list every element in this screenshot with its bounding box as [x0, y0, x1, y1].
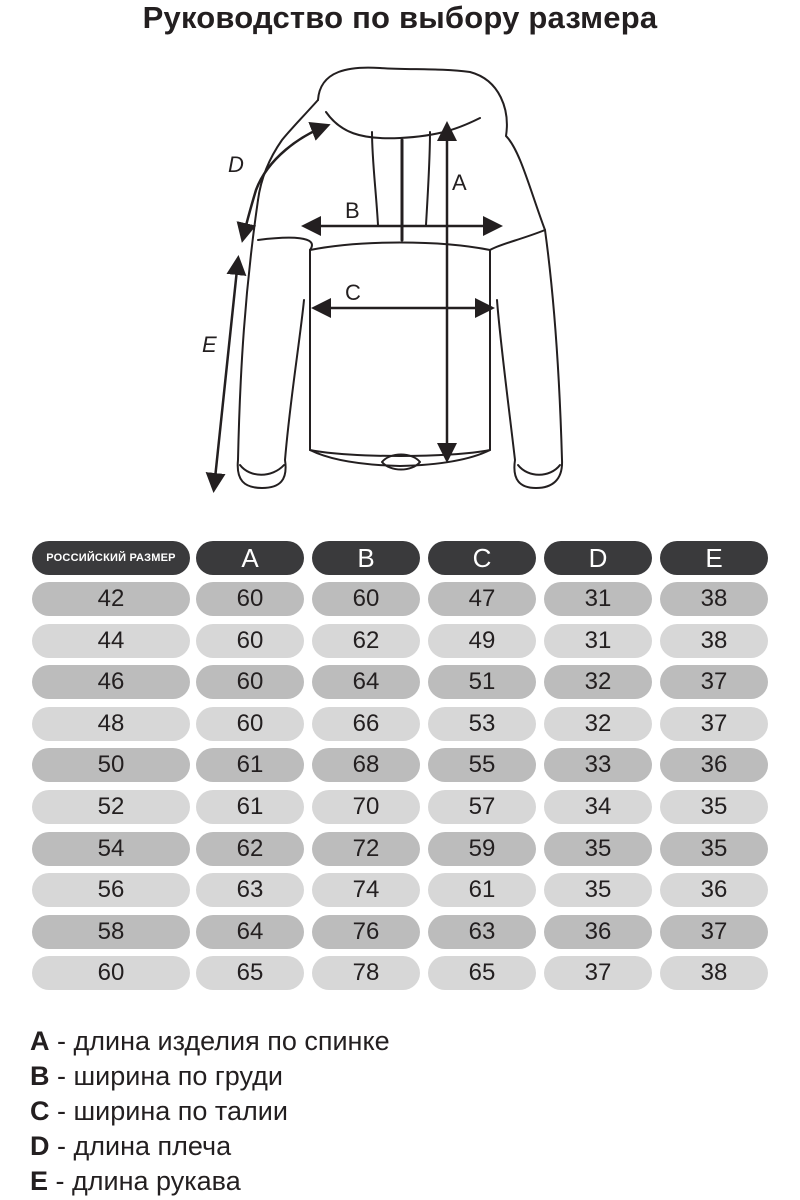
header-ru-size: РОССИЙСКИЙ РАЗМЕР [32, 541, 190, 575]
cell-c: 49 [428, 624, 536, 658]
label-c: C [345, 280, 361, 305]
cell-b: 78 [312, 956, 420, 990]
label-b: B [345, 198, 360, 223]
cell-a: 61 [196, 748, 304, 782]
drawstring-left [372, 132, 378, 225]
cell-d: 35 [544, 832, 652, 866]
cell-d: 32 [544, 707, 652, 741]
legend-text: - длина рукава [48, 1166, 241, 1196]
cell-b: 62 [312, 624, 420, 658]
cell-ru-size: 56 [32, 873, 190, 907]
cell-d: 37 [544, 956, 652, 990]
cell-c: 55 [428, 748, 536, 782]
legend-text: - длина изделия по спинке [49, 1026, 390, 1056]
cell-c: 47 [428, 582, 536, 616]
legend-text: - ширина по груди [49, 1061, 283, 1091]
cell-ru-size: 50 [32, 748, 190, 782]
cell-a: 60 [196, 665, 304, 699]
cell-e: 38 [660, 582, 768, 616]
cell-b: 66 [312, 707, 420, 741]
cell-a: 65 [196, 956, 304, 990]
arrow-e [214, 260, 238, 488]
cell-ru-size: 44 [32, 624, 190, 658]
legend-item [30, 1096, 288, 1126]
page-title: Руководство по выбору размера [142, 0, 658, 35]
cell-d: 32 [544, 665, 652, 699]
cell-ru-size: 52 [32, 790, 190, 824]
header-c: C [428, 541, 536, 575]
cell-c: 53 [428, 707, 536, 741]
cell-a: 60 [196, 707, 304, 741]
cell-e: 36 [660, 873, 768, 907]
cell-b: 60 [312, 582, 420, 616]
legend-key: B [30, 1061, 50, 1091]
cell-b: 74 [312, 873, 420, 907]
legend-text: - ширина по талии [49, 1096, 288, 1126]
right-cuff [518, 465, 560, 475]
cell-e: 38 [660, 956, 768, 990]
legend-item [30, 1166, 241, 1196]
cell-ru-size: 46 [32, 665, 190, 699]
header-e: E [660, 541, 768, 575]
label-e: E [202, 332, 217, 357]
cell-b: 70 [312, 790, 420, 824]
cell-b: 76 [312, 915, 420, 949]
cell-c: 63 [428, 915, 536, 949]
cell-b: 72 [312, 832, 420, 866]
cell-a: 62 [196, 832, 304, 866]
cell-e: 35 [660, 790, 768, 824]
legend-item [30, 1131, 231, 1161]
legend-item [30, 1026, 390, 1056]
header-b: B [312, 541, 420, 575]
cell-d: 33 [544, 748, 652, 782]
cell-ru-size: 54 [32, 832, 190, 866]
cell-e: 37 [660, 707, 768, 741]
cell-b: 64 [312, 665, 420, 699]
cell-d: 31 [544, 582, 652, 616]
hood-left [258, 100, 318, 200]
cell-e: 37 [660, 915, 768, 949]
legend-item [30, 1061, 283, 1091]
cell-b: 68 [312, 748, 420, 782]
label-d: D [228, 152, 244, 177]
cell-c: 65 [428, 956, 536, 990]
drawstring-right [426, 132, 430, 225]
body-torso [310, 250, 490, 466]
legend-key: A [30, 1026, 50, 1056]
cell-c: 61 [428, 873, 536, 907]
hood-inner [326, 112, 480, 138]
cell-ru-size: 48 [32, 707, 190, 741]
cell-d: 36 [544, 915, 652, 949]
pocket-line [310, 243, 490, 251]
body-right [497, 230, 562, 488]
cell-e: 36 [660, 748, 768, 782]
cell-c: 51 [428, 665, 536, 699]
label-a: A [452, 170, 467, 195]
legend-key: E [30, 1166, 49, 1196]
cell-c: 57 [428, 790, 536, 824]
legend-text: - длина плеча [49, 1131, 232, 1161]
header-d: D [544, 541, 652, 575]
cell-a: 60 [196, 582, 304, 616]
cell-ru-size: 42 [32, 582, 190, 616]
cell-ru-size: 58 [32, 915, 190, 949]
legend-key: D [30, 1131, 50, 1161]
cell-c: 59 [428, 832, 536, 866]
cell-a: 61 [196, 790, 304, 824]
cell-a: 63 [196, 873, 304, 907]
cell-ru-size: 60 [32, 956, 190, 990]
body-left [238, 200, 304, 488]
hoodie-diagram [0, 40, 800, 510]
legend-key: C [30, 1096, 50, 1126]
cell-a: 64 [196, 915, 304, 949]
cell-d: 35 [544, 873, 652, 907]
cell-d: 31 [544, 624, 652, 658]
cell-e: 37 [660, 665, 768, 699]
header-a: A [196, 541, 304, 575]
cell-e: 35 [660, 832, 768, 866]
left-cuff [240, 465, 284, 475]
cell-a: 60 [196, 624, 304, 658]
cell-e: 38 [660, 624, 768, 658]
cell-d: 34 [544, 790, 652, 824]
